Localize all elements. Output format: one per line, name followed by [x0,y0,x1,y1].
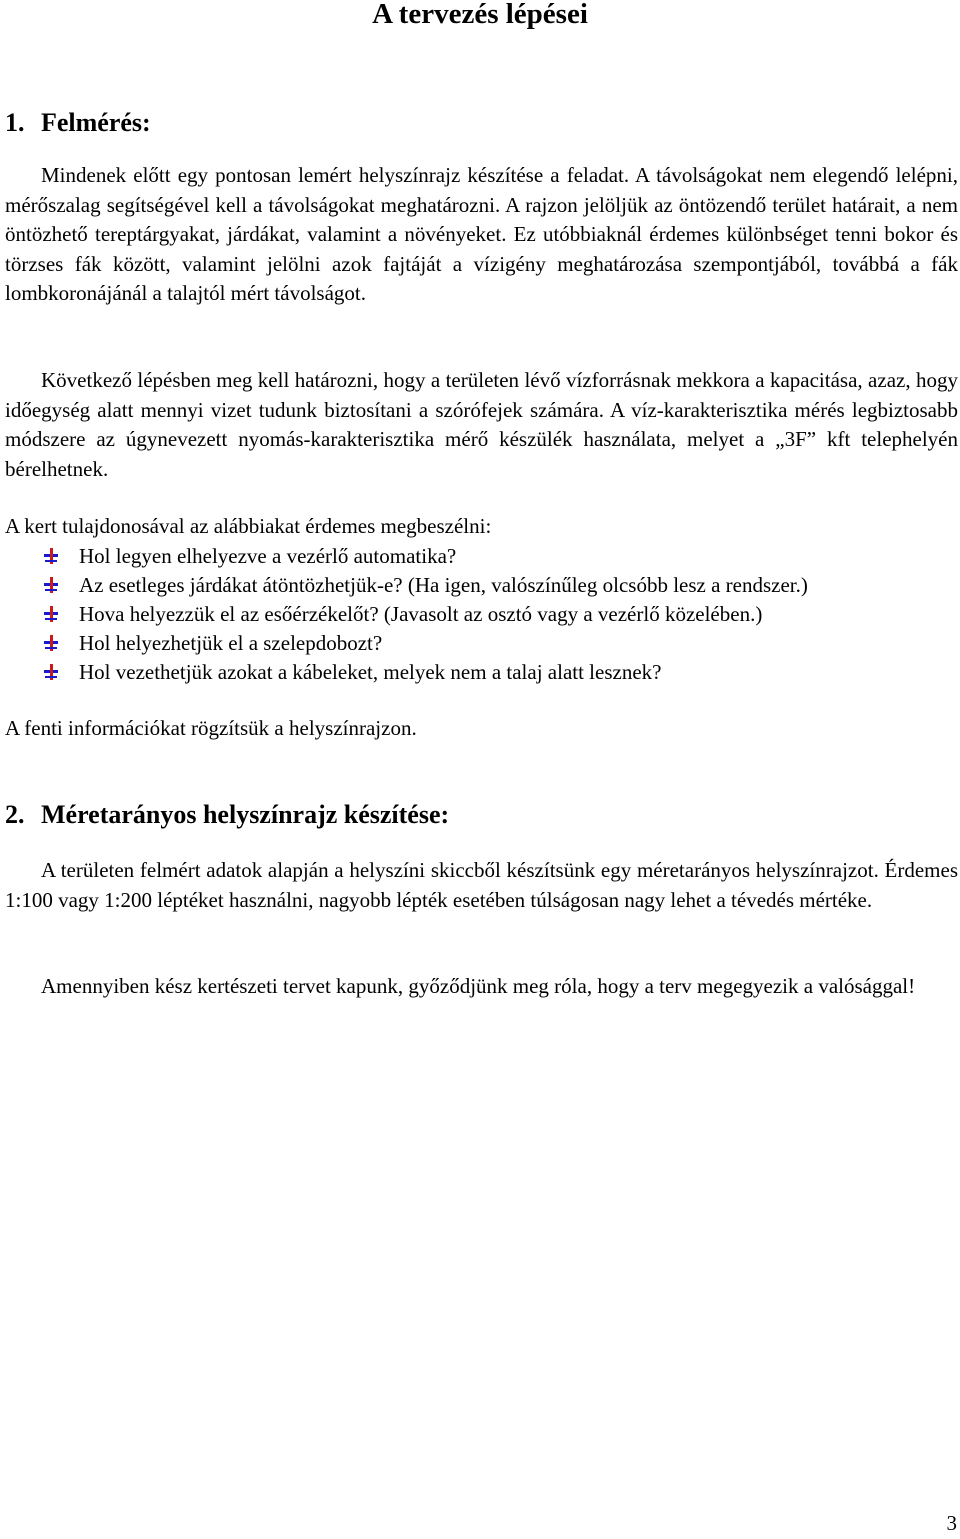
list-item [5,542,808,571]
cross-bullet-icon [5,542,43,571]
cross-bullet-icon [5,571,43,600]
list-item-text: Hol helyezhetjük el a szelepdobozt? [79,631,383,655]
list-item-text: Az esetleges járdákat átöntözhetjük-e? (Ha igen, valószínűleg olcsóbb lesz a rendszer.) [79,573,808,597]
section-2-title: Méretarányos helyszínrajz készítése: [41,800,450,829]
list-item-text: Hol legyen elhelyezve a vezérlő automatika? [79,544,457,568]
list-item [5,571,808,600]
discussion-list [5,542,808,687]
section-1-paragraph-1: Mindenek előtt egy pontosan lemért helyszínrajz készítése a feladat. A távolságokat nem elegendő lelépni, mérőszalag segítségével kell a távolságokat meghatározni. A rajzon jelöljük az öntözendő terület határait, a nem öntözhető tereptárgyakat, járdákat, valamint a növényeket. Ez utóbbiaknál érdemes különbséget tenni bokor és törzses fák között, valamint jelölni azok fajtáját a vízigény meghatározása szempontjából, továbbá a fák lombkoronájánál a talajtól mért távolságot. [5,163,958,305]
section-2-paragraph-1: A területen felmért adatok alapján a helyszíni skiccből készítsünk egy méretarányos helyszínrajzot. Érdemes 1:100 vagy 1:200 léptéket használni, nagyobb lépték esetében túlságosan nagy lehet a tévedés mértéke. [5,858,958,912]
section-1-title: Felmérés: [41,108,151,137]
cross-bullet-icon [5,629,43,658]
section-1-number: 1. [5,108,25,137]
section-2-paragraph-2: Amennyiben kész kertészeti tervet kapunk, győződjünk meg róla, hogy a terv megegyezik a valósággal! [41,974,916,998]
section-1-closing: A fenti információkat rögzítsük a helyszínrajzon. [5,716,417,740]
list-item-text: Hol vezethetjük azokat a kábeleket, melyek nem a talaj alatt lesznek? [79,660,662,684]
section-1-heading [5,108,151,138]
list-intro: A kert tulajdonosával az alábbiakat érdemes megbeszélni: [5,514,492,538]
page-number: 3 [946,1511,957,1535]
cross-bullet-icon [5,600,43,629]
section-2-number: 2. [5,800,25,829]
list-item [5,658,808,687]
page-title: A tervezés lépései [372,0,588,30]
list-item [5,600,808,629]
cross-bullet-icon [5,658,43,687]
list-item [5,629,808,658]
section-1-paragraph-2: Következő lépésben meg kell határozni, hogy a területen lévő vízforrásnak mekkora a kapacitása, azaz, hogy időegység alatt mennyi vizet tudunk biztosítani a szórófejek számára. A víz-karakterisztika mérés legbiztosabb módszere az úgynevezett nyomás-karakterisztika mérő készülék használata, melyet a „3F” kft telephelyén bérelhetnek. [5,368,958,481]
list-item-text: Hova helyezzük el az esőérzékelőt? (Javasolt az osztó vagy a vezérlő közelében.) [79,602,763,626]
section-2-heading [5,800,449,830]
